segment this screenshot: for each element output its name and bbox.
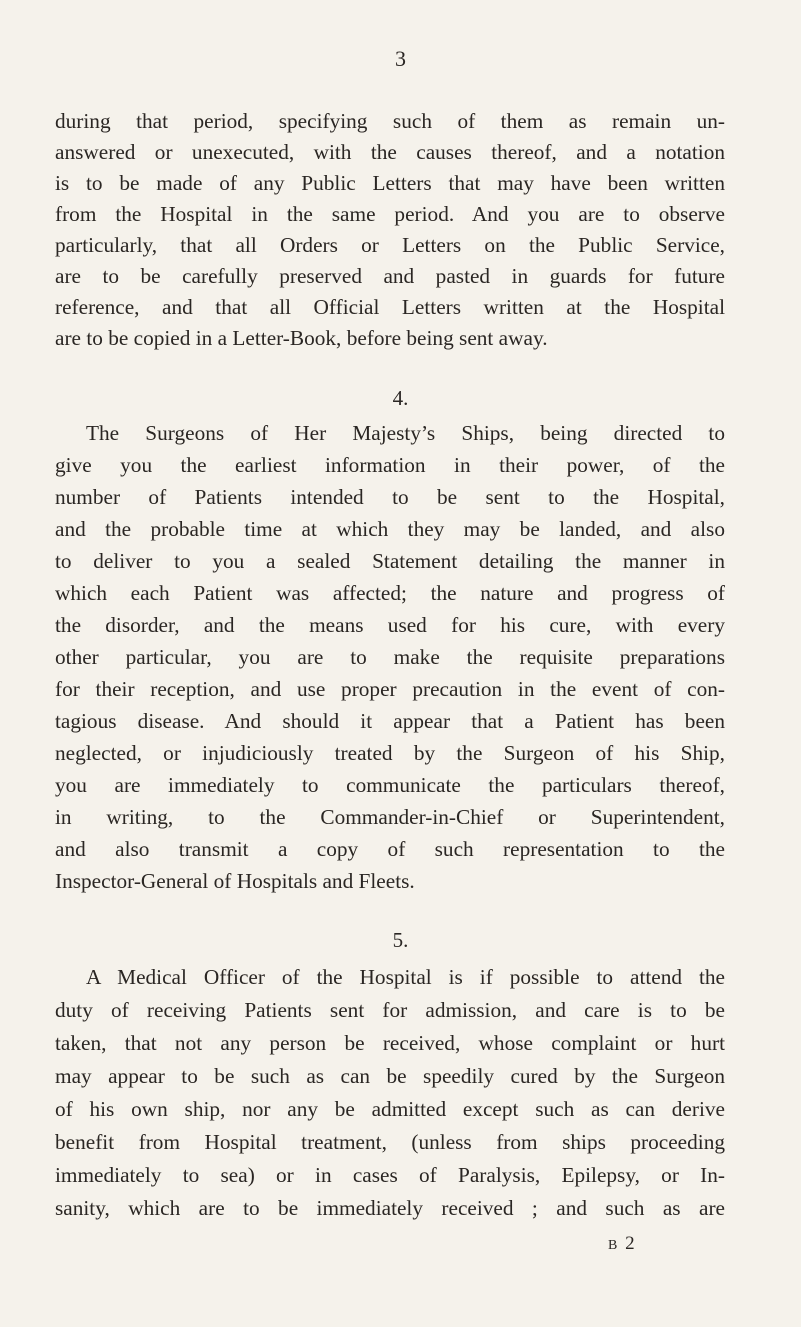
text-line: give you the earliest information in their power, of the — [55, 453, 725, 477]
text-line: are to be carefully preserved and pasted in guards for future — [55, 264, 725, 288]
text-line: immediately to sea) or in cases of Paralysis, Epilepsy, or In- — [55, 1163, 725, 1187]
text-line: number of Patients intended to be sent to the Hospital, — [55, 485, 725, 509]
text-line: neglected, or injudiciously treated by the Surgeon of his Ship, — [55, 741, 725, 765]
text-line: from the Hospital in the same period. And you are to observe — [55, 202, 725, 226]
text-line: and the probable time at which they may be landed, and also — [55, 517, 725, 541]
text-line: are to be copied in a Letter-Book, before being sent away. — [55, 326, 548, 350]
text-line: reference, and that all Official Letters written at the Hospital — [55, 295, 725, 319]
text-line: and also transmit a copy of such representation to the — [55, 837, 725, 861]
text-line: may appear to be such as can be speedily cured by the Surgeon — [55, 1064, 725, 1088]
text-line: is to be made of any Public Letters that may have been written — [55, 171, 725, 195]
page-number: 3 — [395, 46, 406, 71]
text-line: during that period, specifying such of them as remain un- — [55, 109, 725, 133]
text-line: particularly, that all Orders or Letters on the Public Service, — [55, 233, 725, 257]
section-number-5: 5. — [392, 928, 409, 952]
text-line: benefit from Hospital treatment, (unless from ships proceeding — [55, 1130, 725, 1154]
text-line: to deliver to you a sealed Statement detailing the manner in — [55, 549, 725, 573]
text-line: taken, that not any person be received, whose complaint or hurt — [55, 1031, 725, 1055]
text-line: of his own ship, nor any be admitted except such as can derive — [55, 1097, 725, 1121]
text-line: you are immediately to communicate the particulars thereof, — [55, 773, 725, 797]
text-line: The Surgeons of Her Majesty’s Ships, being directed to — [86, 421, 725, 445]
text-line: Inspector-General of Hospitals and Fleets. — [55, 869, 415, 893]
signature-number: 2 — [625, 1233, 638, 1254]
section-number-4: 4. — [392, 386, 409, 410]
text-line: duty of receiving Patients sent for admission, and care is to be — [55, 998, 725, 1022]
printer-signature-mark — [608, 1233, 638, 1255]
text-line: the disorder, and the means used for his cure, with every — [55, 613, 725, 637]
text-line: sanity, which are to be immediately received ; and such as are — [55, 1196, 725, 1220]
text-line: tagious disease. And should it appear that a Patient has been — [55, 709, 725, 733]
text-line: for their reception, and use proper precaution in the event of con- — [55, 677, 725, 701]
text-line: A Medical Officer of the Hospital is if possible to attend the — [86, 965, 725, 989]
text-line: which each Patient was affected; the nature and progress of — [55, 581, 725, 605]
signature-letter: B — [608, 1238, 618, 1253]
text-line: answered or unexecuted, with the causes thereof, and a notation — [55, 140, 725, 164]
text-line: other particular, you are to make the requisite preparations — [55, 645, 725, 669]
text-line: in writing, to the Commander-in-Chief or Superintendent, — [55, 805, 725, 829]
